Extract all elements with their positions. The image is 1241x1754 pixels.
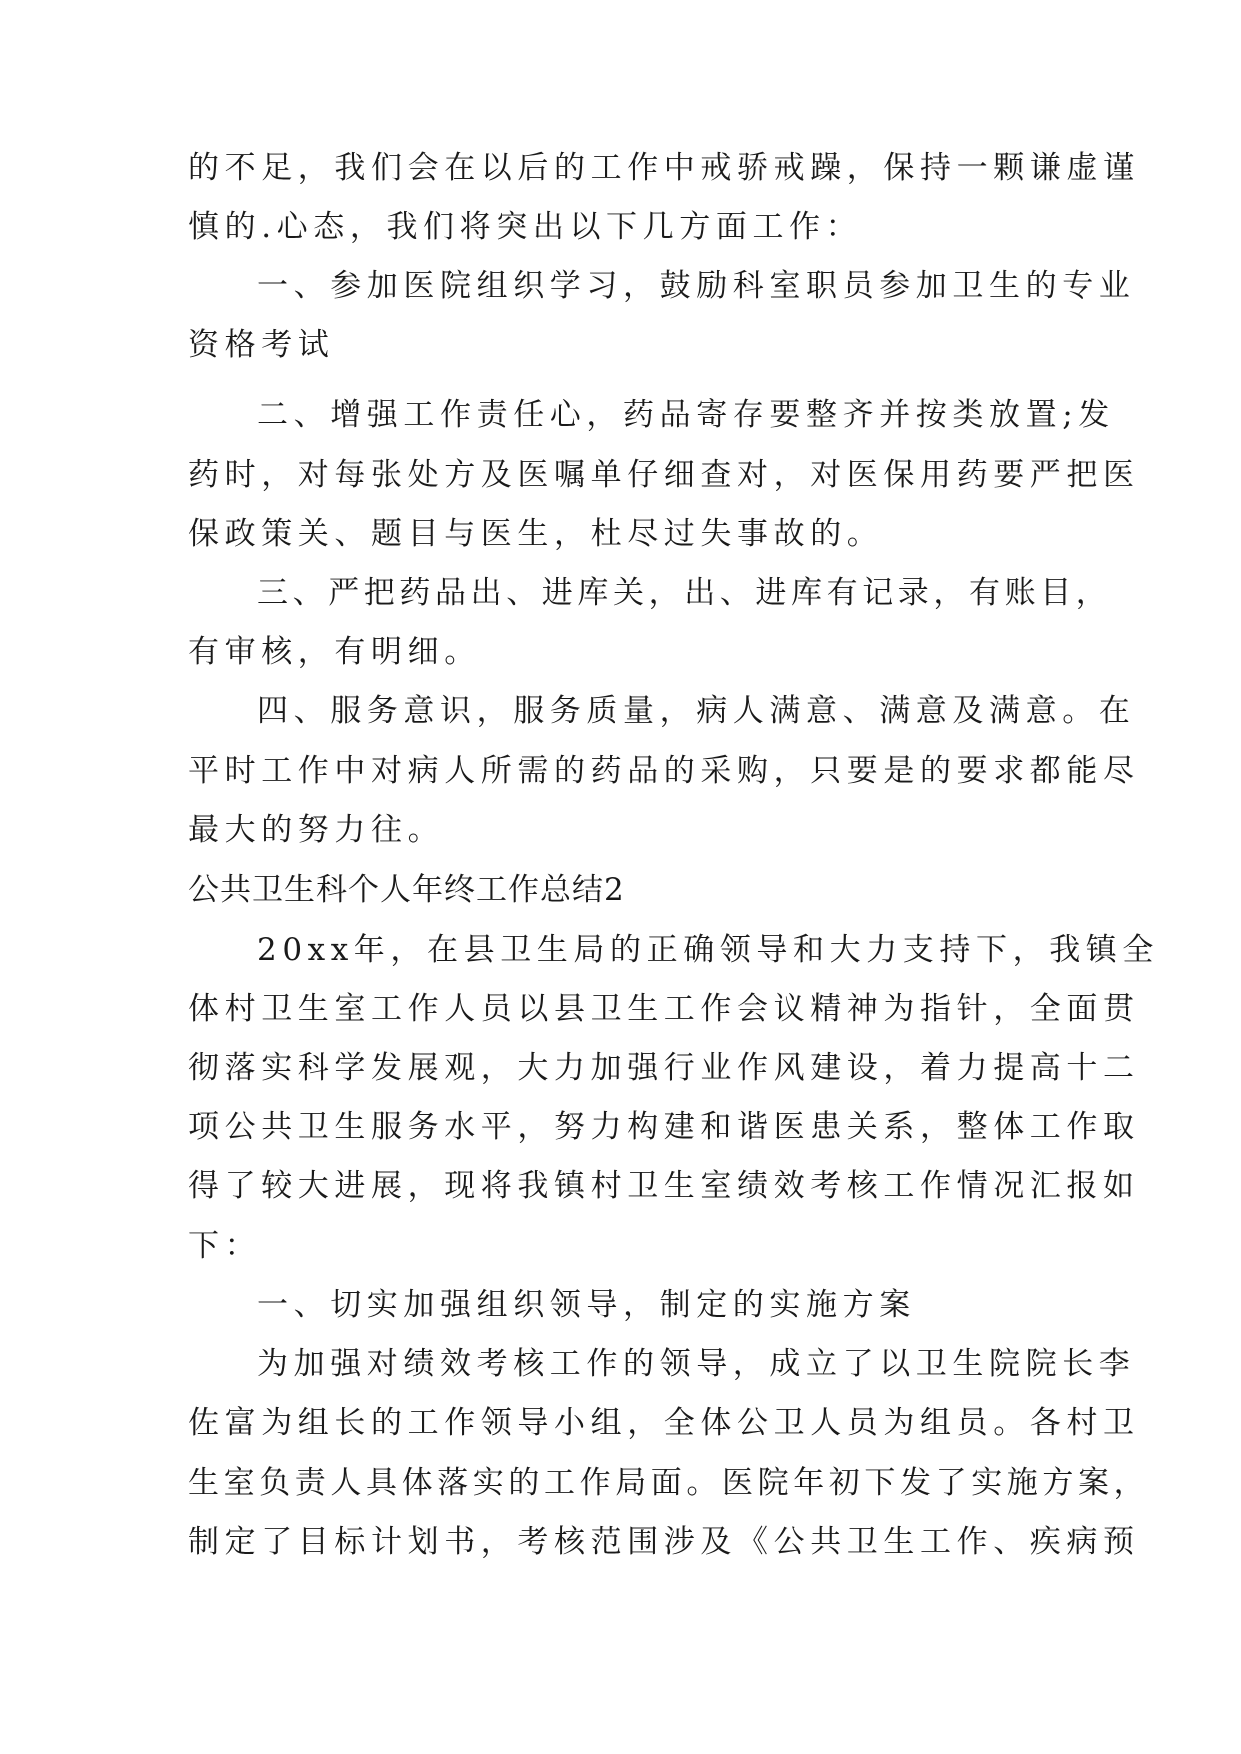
text-line: 资格考试 xyxy=(188,327,335,363)
text-line: 制定了目标计划书，考核范围涉及《公共卫生工作、疾病预 xyxy=(188,1524,1140,1560)
text-line: 下： xyxy=(188,1228,262,1264)
text-line: 为加强对绩效考核工作的领导，成立了以卫生院院长李 xyxy=(257,1346,1136,1382)
text-line: 平时工作中对病人所需的药品的采购，只要是的要求都能尽 xyxy=(188,753,1140,789)
text-line: 项公共卫生服务水平，努力构建和谐医患关系，整体工作取 xyxy=(188,1109,1140,1145)
text-line: 一、参加医院组织学习，鼓励科室职员参加卫生的专业 xyxy=(257,268,1136,304)
text-line: 的不足，我们会在以后的工作中戒骄戒躁，保持一颗谦虚谨 xyxy=(188,150,1140,186)
text-line: 佐富为组长的工作领导小组，全体公卫人员为组员。各村卫 xyxy=(188,1405,1140,1441)
text-line: 体村卫生室工作人员以县卫生工作会议精神为指针，全面贯 xyxy=(188,991,1140,1027)
text-line: 二、增强工作责任心，药品寄存要整齐并按类放置;发 xyxy=(257,397,1115,433)
text-line: 四、服务意识，服务质量，病人满意、满意及满意。在 xyxy=(257,693,1136,729)
text-line: 保政策关、题目与医生，杜尽过失事故的。 xyxy=(188,516,884,552)
text-line: 药时，对每张处方及医嘱单仔细查对，对医保用药要严把医 xyxy=(188,457,1140,493)
text-line: 生室负责人具体落实的工作局面。医院年初下发了实施方案， xyxy=(188,1465,1150,1501)
text-line: 慎的.心态，我们将突出以下几方面工作： xyxy=(188,209,863,245)
text-line: 有审核，有明细。 xyxy=(188,634,481,670)
text-line: 三、严把药品出、进库关，出、进库有记录，有账目， xyxy=(257,575,1112,611)
text-line: 最大的努力往。 xyxy=(188,812,445,848)
text-line: 得了较大进展，现将我镇村卫生室绩效考核工作情况汇报如 xyxy=(188,1168,1140,1204)
text-line: 一、切实加强组织领导，制定的实施方案 xyxy=(257,1287,916,1323)
text-line: 20xx年，在县卫生局的正确领导和大力支持下，我镇全 xyxy=(257,932,1160,968)
text-line: 彻落实科学发展观，大力加强行业作风建设，着力提高十二 xyxy=(188,1050,1140,1086)
section-heading: 公共卫生科个人年终工作总结2 xyxy=(188,872,625,908)
